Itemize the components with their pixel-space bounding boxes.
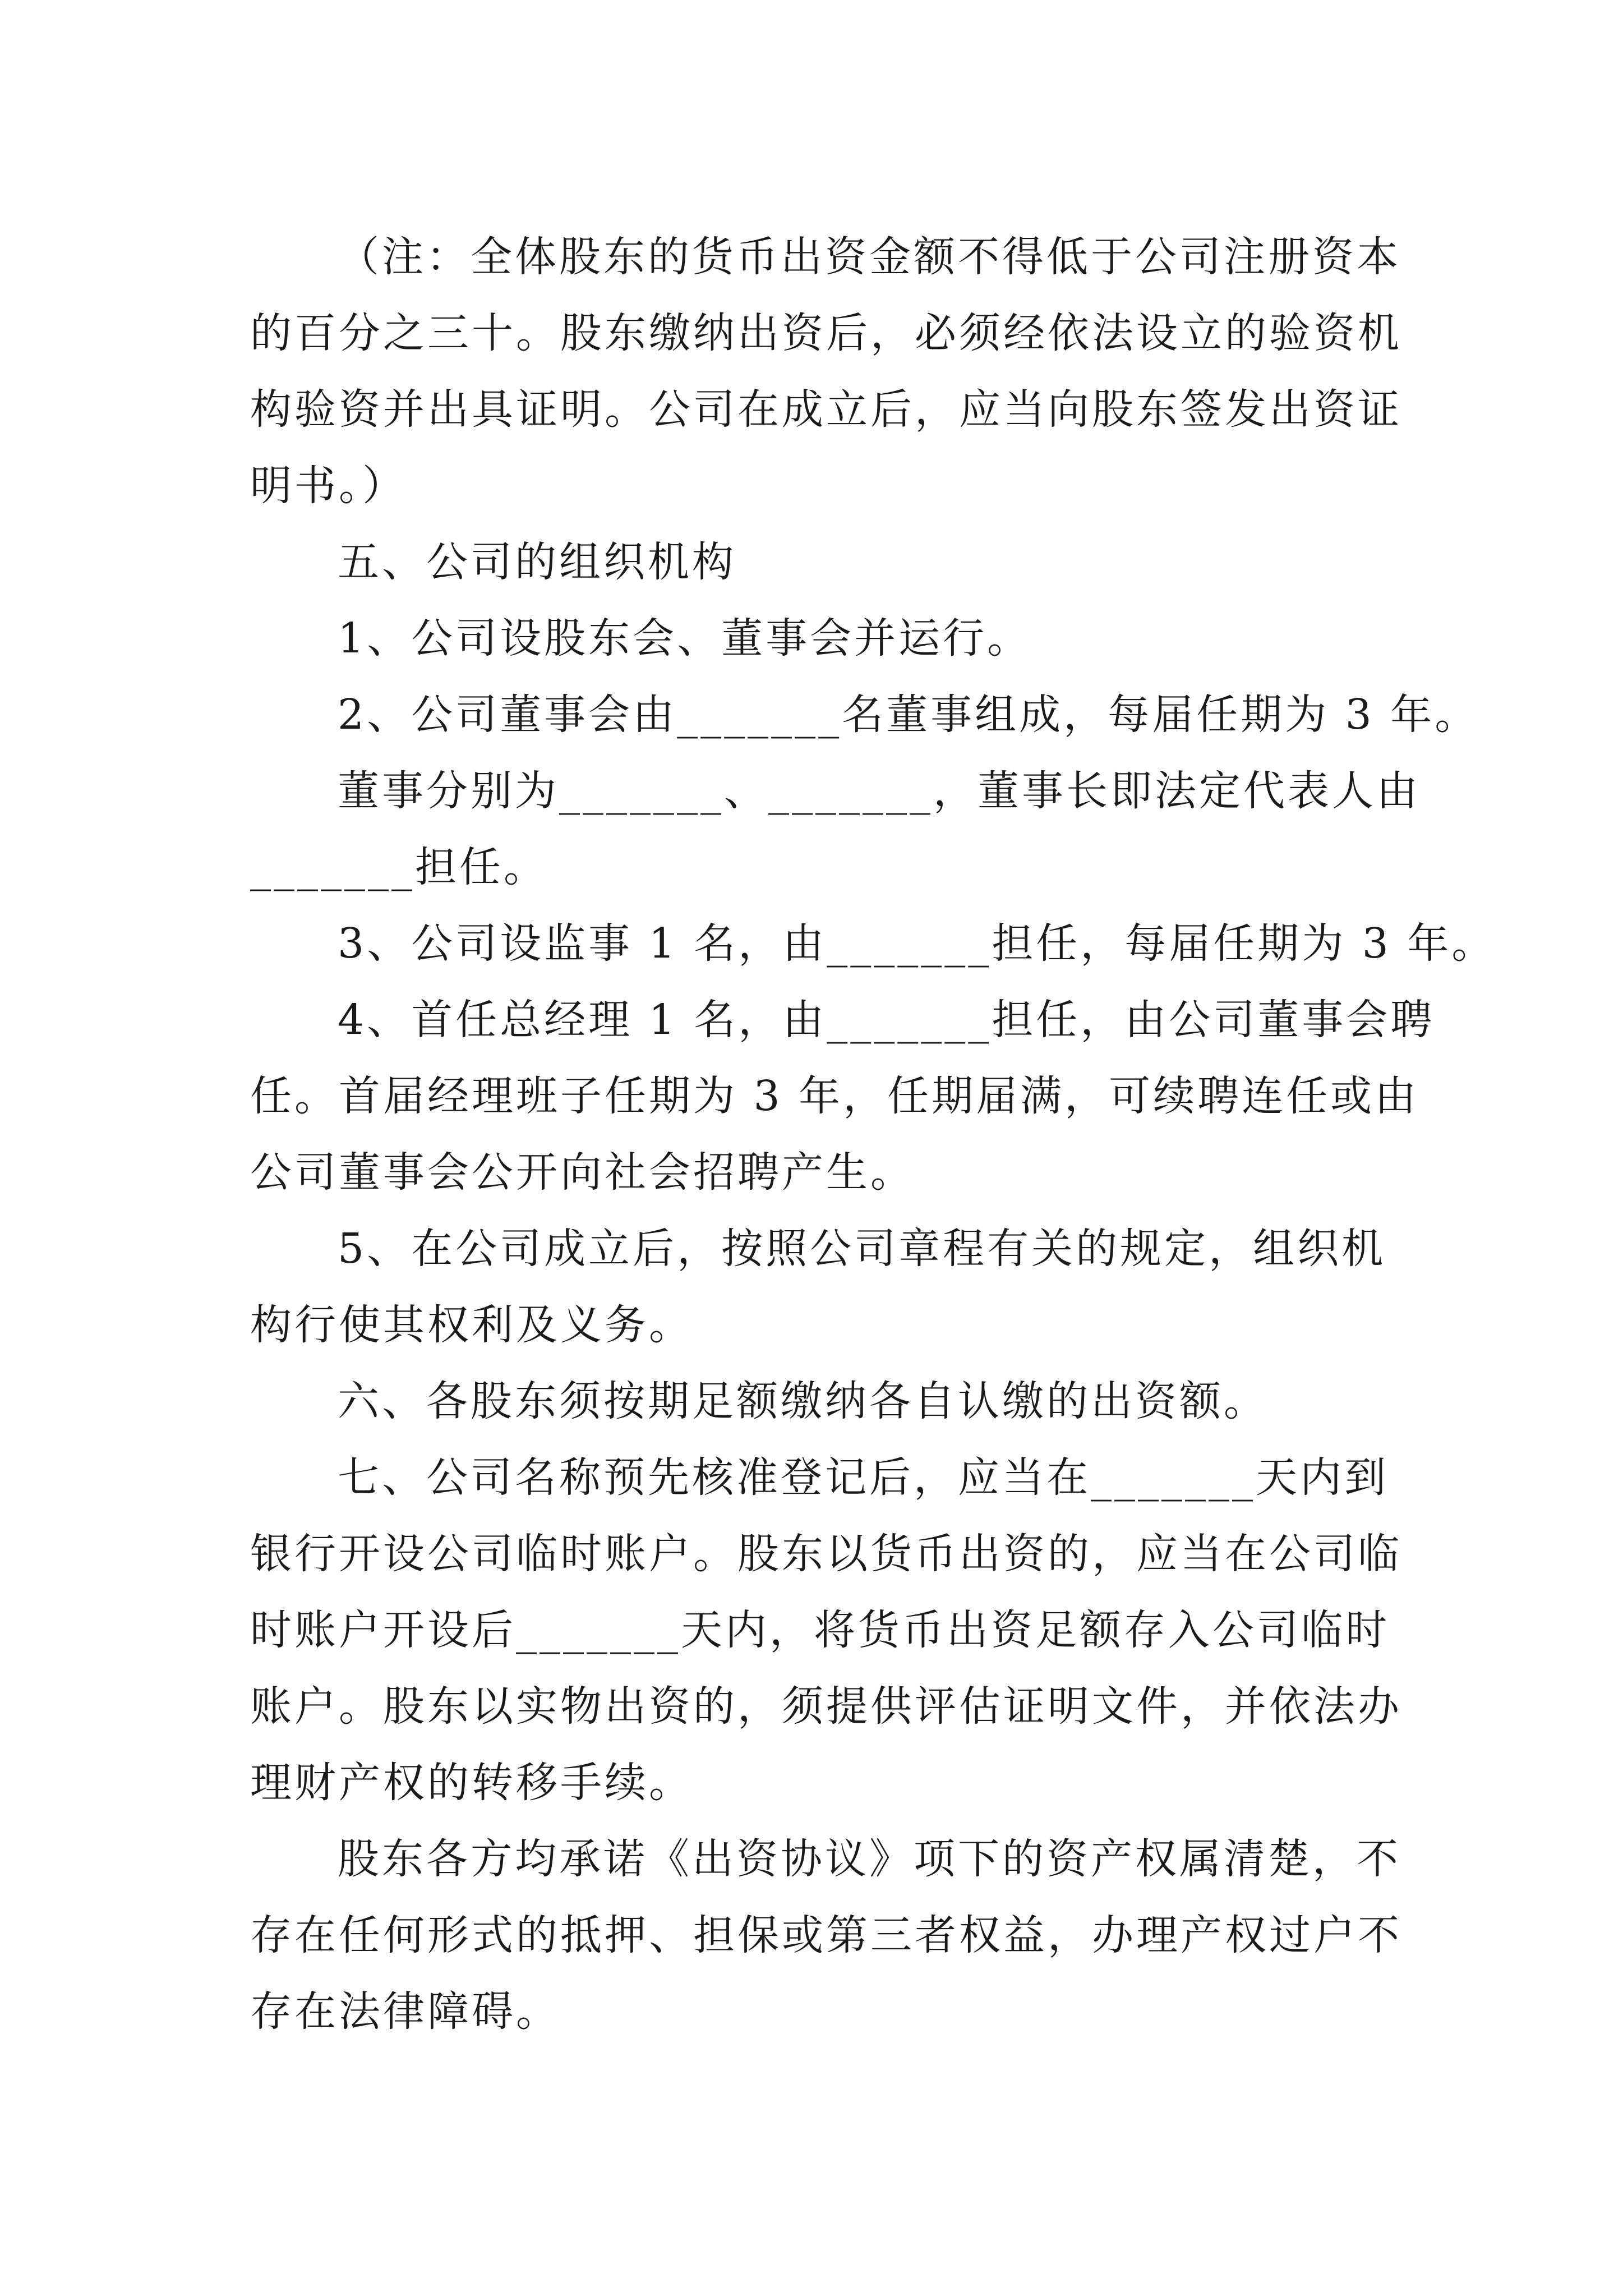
text-line: 账户。股东以实物出资的，须提供评估证明文件，并依法办	[250, 1682, 1402, 1731]
text-line: _______担任。	[250, 843, 548, 891]
text-line: 构验资并出具证明。公司在成立后，应当向股东签发出资证	[250, 385, 1402, 434]
text-line: 时账户开设后_______天内，将货币出资足额存入公司临时	[250, 1606, 1390, 1654]
text-line: 存在任何形式的抵押、担保或第三者权益，办理产权过户不	[250, 1911, 1402, 1959]
text-line: 理财产权的转移手续。	[250, 1759, 693, 1807]
text-line: 存在法律障碍。	[250, 1987, 560, 2036]
text-line: 构行使其权利及义务。	[250, 1301, 693, 1349]
text-line: 明书。）	[250, 462, 407, 510]
text-line: 股东各方均承诺《出资协议》项下的资产权属清楚，不	[338, 1835, 1401, 1883]
text-line: 的百分之三十。股东缴纳出资后，必须经依法设立的验资机	[250, 309, 1402, 357]
text-line: 1、公司设股东会、董事会并运行。	[338, 614, 1032, 662]
text-line: 3、公司设监事 1 名，由_______担任，每届任期为 3 年。	[338, 919, 1496, 968]
document-body	[250, 219, 1496, 2050]
text-line: 2、公司董事会由_______名董事组成，每届任期为 3 年。	[338, 691, 1479, 739]
text-line: 银行开设公司临时账户。股东以货币出资的，应当在公司临	[250, 1530, 1402, 1578]
text-line: （注：全体股东的货币出资金额不得低于公司注册资本	[338, 233, 1401, 281]
text-line: 5、在公司成立后，按照公司章程有关的规定，组织机	[338, 1225, 1386, 1273]
section-heading: 五、公司的组织机构	[338, 538, 736, 586]
text-line: 董事分别为_______、_______，董事长即法定代表人由	[338, 767, 1421, 815]
section-heading: 六、各股东须按期足额缴纳各自认缴的出资额。	[338, 1377, 1268, 1425]
text-line: 4、首任总经理 1 名，由_______担任，由公司董事会聘	[338, 996, 1435, 1044]
text-line: 任。首届经理班子任期为 3 年，任期届满，可续聘连任或由	[250, 1072, 1419, 1120]
text-line: 公司董事会公开向社会招聘产生。	[250, 1148, 915, 1197]
section-heading: 七、公司名称预先核准登记后，应当在_______天内到	[338, 1453, 1389, 1502]
